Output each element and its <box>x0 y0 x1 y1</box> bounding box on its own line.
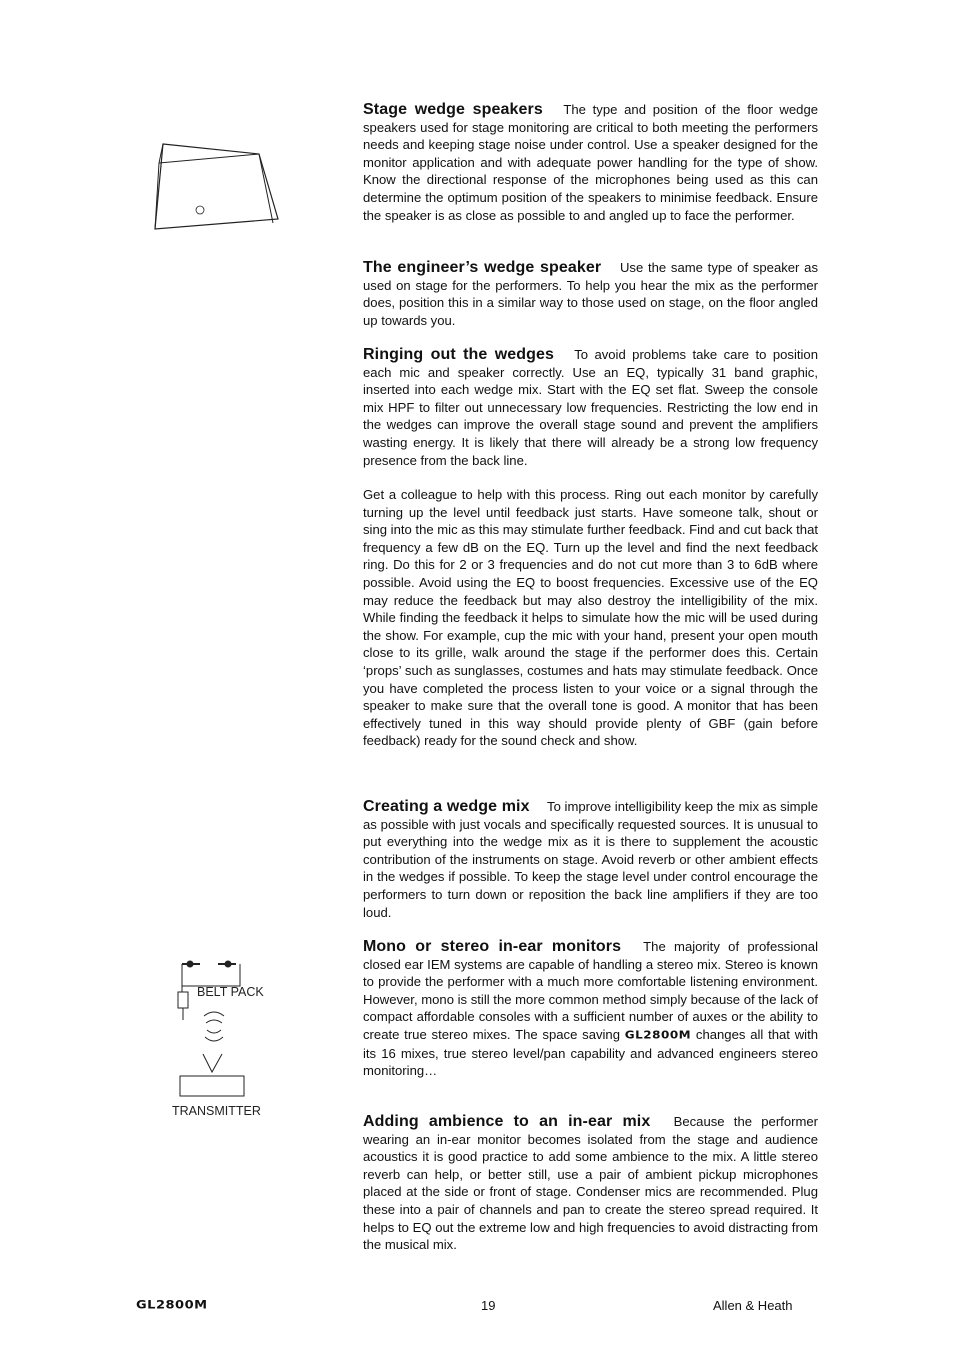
in-ear-monitor-illustration <box>170 950 250 1100</box>
section-mono-or-stereo-iem <box>363 938 818 1080</box>
section-adding-ambience <box>363 1113 818 1254</box>
section-ringing-out-wedges <box>363 346 818 469</box>
section-heading: The engineer’s wedge speaker <box>363 259 602 276</box>
belt-pack-label: BELT PACK <box>197 985 264 999</box>
section-body: Use the same type of speaker as used on stage for the performers. To help you hear the mix as the performer does, position this in a similar way to those used on stage, on the floor angled up towards you. <box>363 260 818 328</box>
section-body: To improve intelligibility keep the mix as simple as possible with just vocals and specifically requested sources. It is unusual to put everything into the wedge mix as it is there to supplement the acoustic contribution of the instruments on stage. Avoid reverb or other ambient effects in the wedges if possible. To keep the stage level under control encourage the performers to turn down or reposition the back line amplifiers if they are too loud. <box>363 799 818 920</box>
page-number: 19 <box>481 1298 496 1313</box>
footer-product-logo: GL2800M <box>136 1298 208 1313</box>
section-creating-wedge-mix <box>363 798 818 921</box>
footer-company: Allen & Heath <box>713 1298 793 1313</box>
wedge-speaker-illustration <box>150 140 285 235</box>
section-heading: Ringing out the wedges <box>363 346 554 363</box>
transmitter-label: TRANSMITTER <box>172 1104 261 1118</box>
section-body: To avoid problems take care to position each mic and speaker correctly. Use an EQ, typically 31 band graphic, inserted into each wedge mix. Start with the EQ set flat. Sweep the console mix HPF to filter out unnecessary low frequencies. Restricting the low end in the wedges can improve the overall stage sound and prevent the amplifiers wasting energy. It is likely that there will already be a strong low frequency presence from the back line. <box>363 347 818 468</box>
section-body: The majority of professional closed ear IEM systems are capable of handling a stereo mix. Stereo is known to provide the performer with a much more comfortable listening environment. However, mono is still the more common method simply because of the lack of compact affordable consoles with a sufficient number of auxes or the ability to create true stereo mixes. The space saving <box>363 939 818 1042</box>
section-heading: Creating a wedge mix <box>363 798 530 815</box>
section-heading: Mono or stereo in-ear monitors <box>363 938 622 955</box>
section-heading: Stage wedge speakers <box>363 101 543 118</box>
section-heading: Adding ambience to an in-ear mix <box>363 1113 651 1130</box>
section-body: Because the performer wearing an in-ear monitor becomes isolated from the stage and audience acoustics it is good practice to add some ambience to the mix. A little stereo reverb can help, or better still, use a pair of ambient pickup microphones placed at the side or front of stage. Condenser mics are recommended. Plug these into a pair of channels and pan to create the stereo spread required. It helps to EQ out the extreme low and high frequencies to avoid distracting from the musical mix. <box>363 1114 819 1253</box>
section-ringing-out-wedges-continued <box>363 486 818 750</box>
product-logo-inline: GL2800M <box>624 1028 692 1042</box>
section-body: The type and position of the floor wedge speakers used for stage monitoring are critical to both meeting the performers needs and keeping stage noise under control. Use a speaker designed for the monitor application and with adequate power handling for the type of show. Know the directional response of the microphones being used as this can determine the optimum position of the speakers to minimise feedback. Ensure the speaker is as close as possible to and angled up to face the performer. <box>363 102 819 223</box>
section-engineers-wedge-speaker <box>363 259 818 329</box>
section-body: Get a colleague to help with this process. Ring out each monitor by carefully turning up the level until feedback just starts. Have someone talk, shout or sing into the mic as this may stimulate further feedback. Find and cut back that frequency a few dB on the EQ. Turn up the level and find the next feedback ring. Do this for 2 or 3 frequencies and do not cut more than 3 to 6dB where possible. Avoid using the EQ to boost frequencies. Excessive use of the EQ may reduce the feedback but may also destroy the intelligibility of the mix. While finding the feedback it helps to simulate how the mic will be used during the show. For example, cup the mic with your hand, present your open mouth close to its grille, walk around the stage if the performer does this. Certain ‘props’ such as sunglasses, costumes and hats may stimulate feedback. Once you have completed the process listen to your voice or a signal through the speaker to make sure that the overall tone is good. A monitor that has been effectively tuned in this way should provide plenty of GBF (gain before feedback) ready for the sound check and show. <box>363 487 818 749</box>
section-stage-wedge-speakers <box>363 101 818 224</box>
section-body-continued: changes all that with its 16 mixes, true stereo level/pan capability and advanced engineers stereo monitoring… <box>363 1026 818 1079</box>
